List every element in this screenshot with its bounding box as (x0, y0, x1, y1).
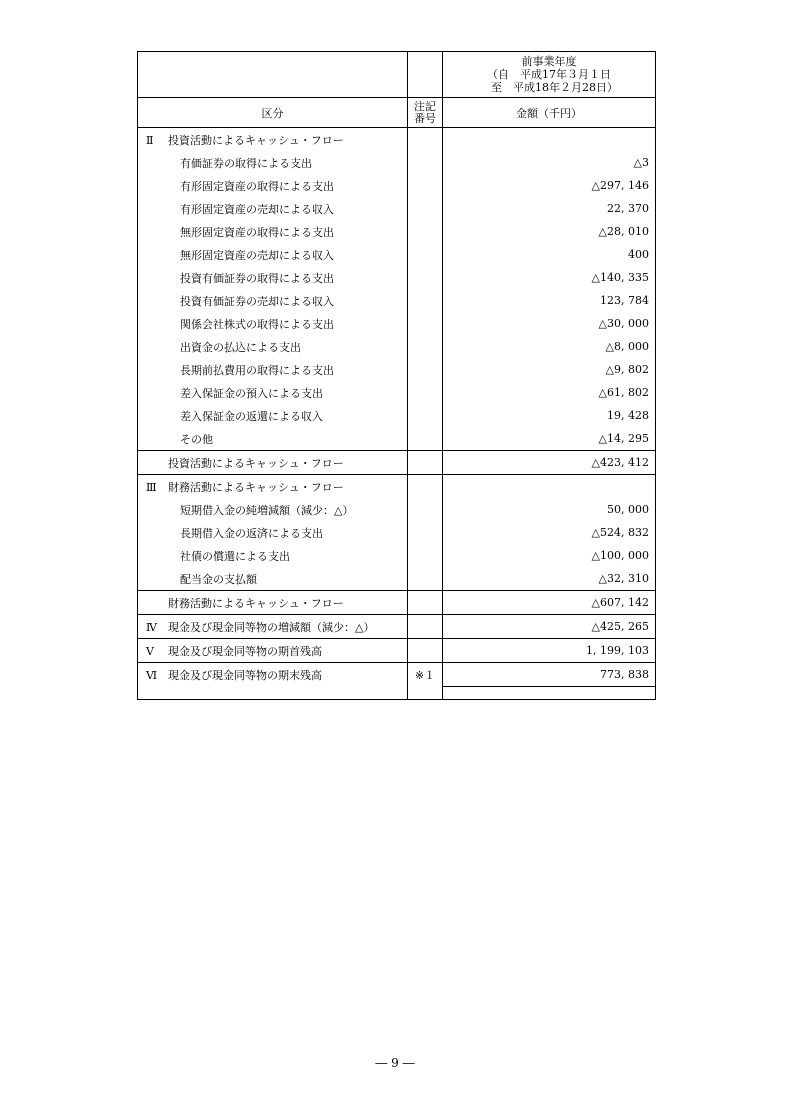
amount-cell: △30, 000 (443, 312, 656, 335)
amount-cell: 50, 000 (443, 498, 656, 521)
section-number: Ⅴ (146, 644, 154, 658)
amount-cell: △524, 832 (443, 521, 656, 544)
column-header-amount: 金額（千円） (443, 98, 656, 128)
amount-cell: △9, 802 (443, 358, 656, 381)
subtotal-row-financing (138, 591, 656, 615)
table-row: 無形固定資産の売却による収入 400 (138, 243, 656, 266)
section-label: 現金及び現金同等物の期首残高 (168, 644, 322, 658)
table-row: 長期前払費用の取得による支出 △9, 802 (138, 358, 656, 381)
cash-flow-table (137, 51, 656, 700)
section-number: Ⅳ (146, 620, 157, 634)
table-row: 短期借入金の純増減額（減少：△） 50, 000 (138, 498, 656, 521)
subtotal-label: 投資活動によるキャッシュ・フロー (138, 451, 408, 475)
table-row: 無形固定資産の取得による支出 △28, 010 (138, 220, 656, 243)
total-row-closing (138, 663, 656, 687)
section-number: Ⅱ (146, 133, 154, 147)
period-to: 至 平成18年２月28日） (480, 81, 618, 94)
section-number: Ⅵ (146, 668, 158, 682)
amount-cell: △8, 000 (443, 335, 656, 358)
table-row: 関係会社株式の取得による支出 △30, 000 (138, 312, 656, 335)
subtotal-label: 財務活動によるキャッシュ・フロー (138, 591, 408, 615)
table-row: 配当金の支払額 △32, 310 (138, 567, 656, 591)
header-columns-row (138, 98, 656, 128)
amount-cell: △32, 310 (443, 567, 656, 591)
table-row: 社債の償還による支出 △100, 000 (138, 544, 656, 567)
amount-cell: △3 (443, 151, 656, 174)
table-end-row (138, 687, 656, 700)
amount-cell: △140, 335 (443, 266, 656, 289)
table-row: 長期借入金の返済による支出 △524, 832 (138, 521, 656, 544)
page-number: ― 9 ― (375, 1056, 415, 1070)
period-header (443, 52, 656, 98)
table-row: 有形固定資産の売却による収入 22, 370 (138, 197, 656, 220)
section-label: 現金及び現金同等物の増減額（減少：△） (168, 620, 375, 634)
amount-cell: 1, 199, 103 (443, 639, 656, 663)
amount-cell: △100, 000 (443, 544, 656, 567)
table-row: 投資有価証券の売却による収入 123, 784 (138, 289, 656, 312)
amount-cell: △297, 146 (443, 174, 656, 197)
subtotal-amount: △607, 142 (443, 591, 656, 615)
total-row-opening (138, 639, 656, 663)
period-from: （自 平成17年３月１日 (487, 68, 611, 81)
note-cell: ※１ (408, 663, 443, 687)
header-period-row (138, 52, 656, 98)
table-row: 差入保証金の預入による支出 △61, 802 (138, 381, 656, 404)
column-header-category: 区分 (138, 98, 408, 128)
amount-cell: 19, 428 (443, 404, 656, 427)
table-row: 投資有価証券の取得による支出 △140, 335 (138, 266, 656, 289)
table-row: 有形固定資産の取得による支出 △297, 146 (138, 174, 656, 197)
amount-cell: 773, 838 (443, 663, 656, 687)
table-row: その他 △14, 295 (138, 427, 656, 451)
section-row-investing (138, 128, 656, 152)
amount-cell: △61, 802 (443, 381, 656, 404)
section-label: 投資活動によるキャッシュ・フロー (168, 133, 344, 147)
section-row-financing (138, 475, 656, 499)
section-label: 財務活動によるキャッシュ・フロー (168, 480, 344, 494)
table-row: 差入保証金の返還による収入 19, 428 (138, 404, 656, 427)
total-row-change (138, 615, 656, 639)
period-title: 前事業年度 (521, 55, 577, 68)
amount-cell: △425, 265 (443, 615, 656, 639)
note-cell (408, 615, 443, 639)
amount-cell: 123, 784 (443, 289, 656, 312)
amount-cell: 22, 370 (443, 197, 656, 220)
note-cell (408, 639, 443, 663)
subtotal-amount: △423, 412 (443, 451, 656, 475)
column-header-note: 注記番号 (408, 98, 443, 128)
amount-cell: △28, 010 (443, 220, 656, 243)
section-label: 現金及び現金同等物の期末残高 (168, 668, 322, 682)
amount-cell: 400 (443, 243, 656, 266)
table-row: 出資金の払込による支出 △8, 000 (138, 335, 656, 358)
subtotal-row-investing (138, 451, 656, 475)
section-number: Ⅲ (146, 480, 157, 494)
amount-cell: △14, 295 (443, 427, 656, 451)
table-row: 有価証券の取得による支出 △3 (138, 151, 656, 174)
